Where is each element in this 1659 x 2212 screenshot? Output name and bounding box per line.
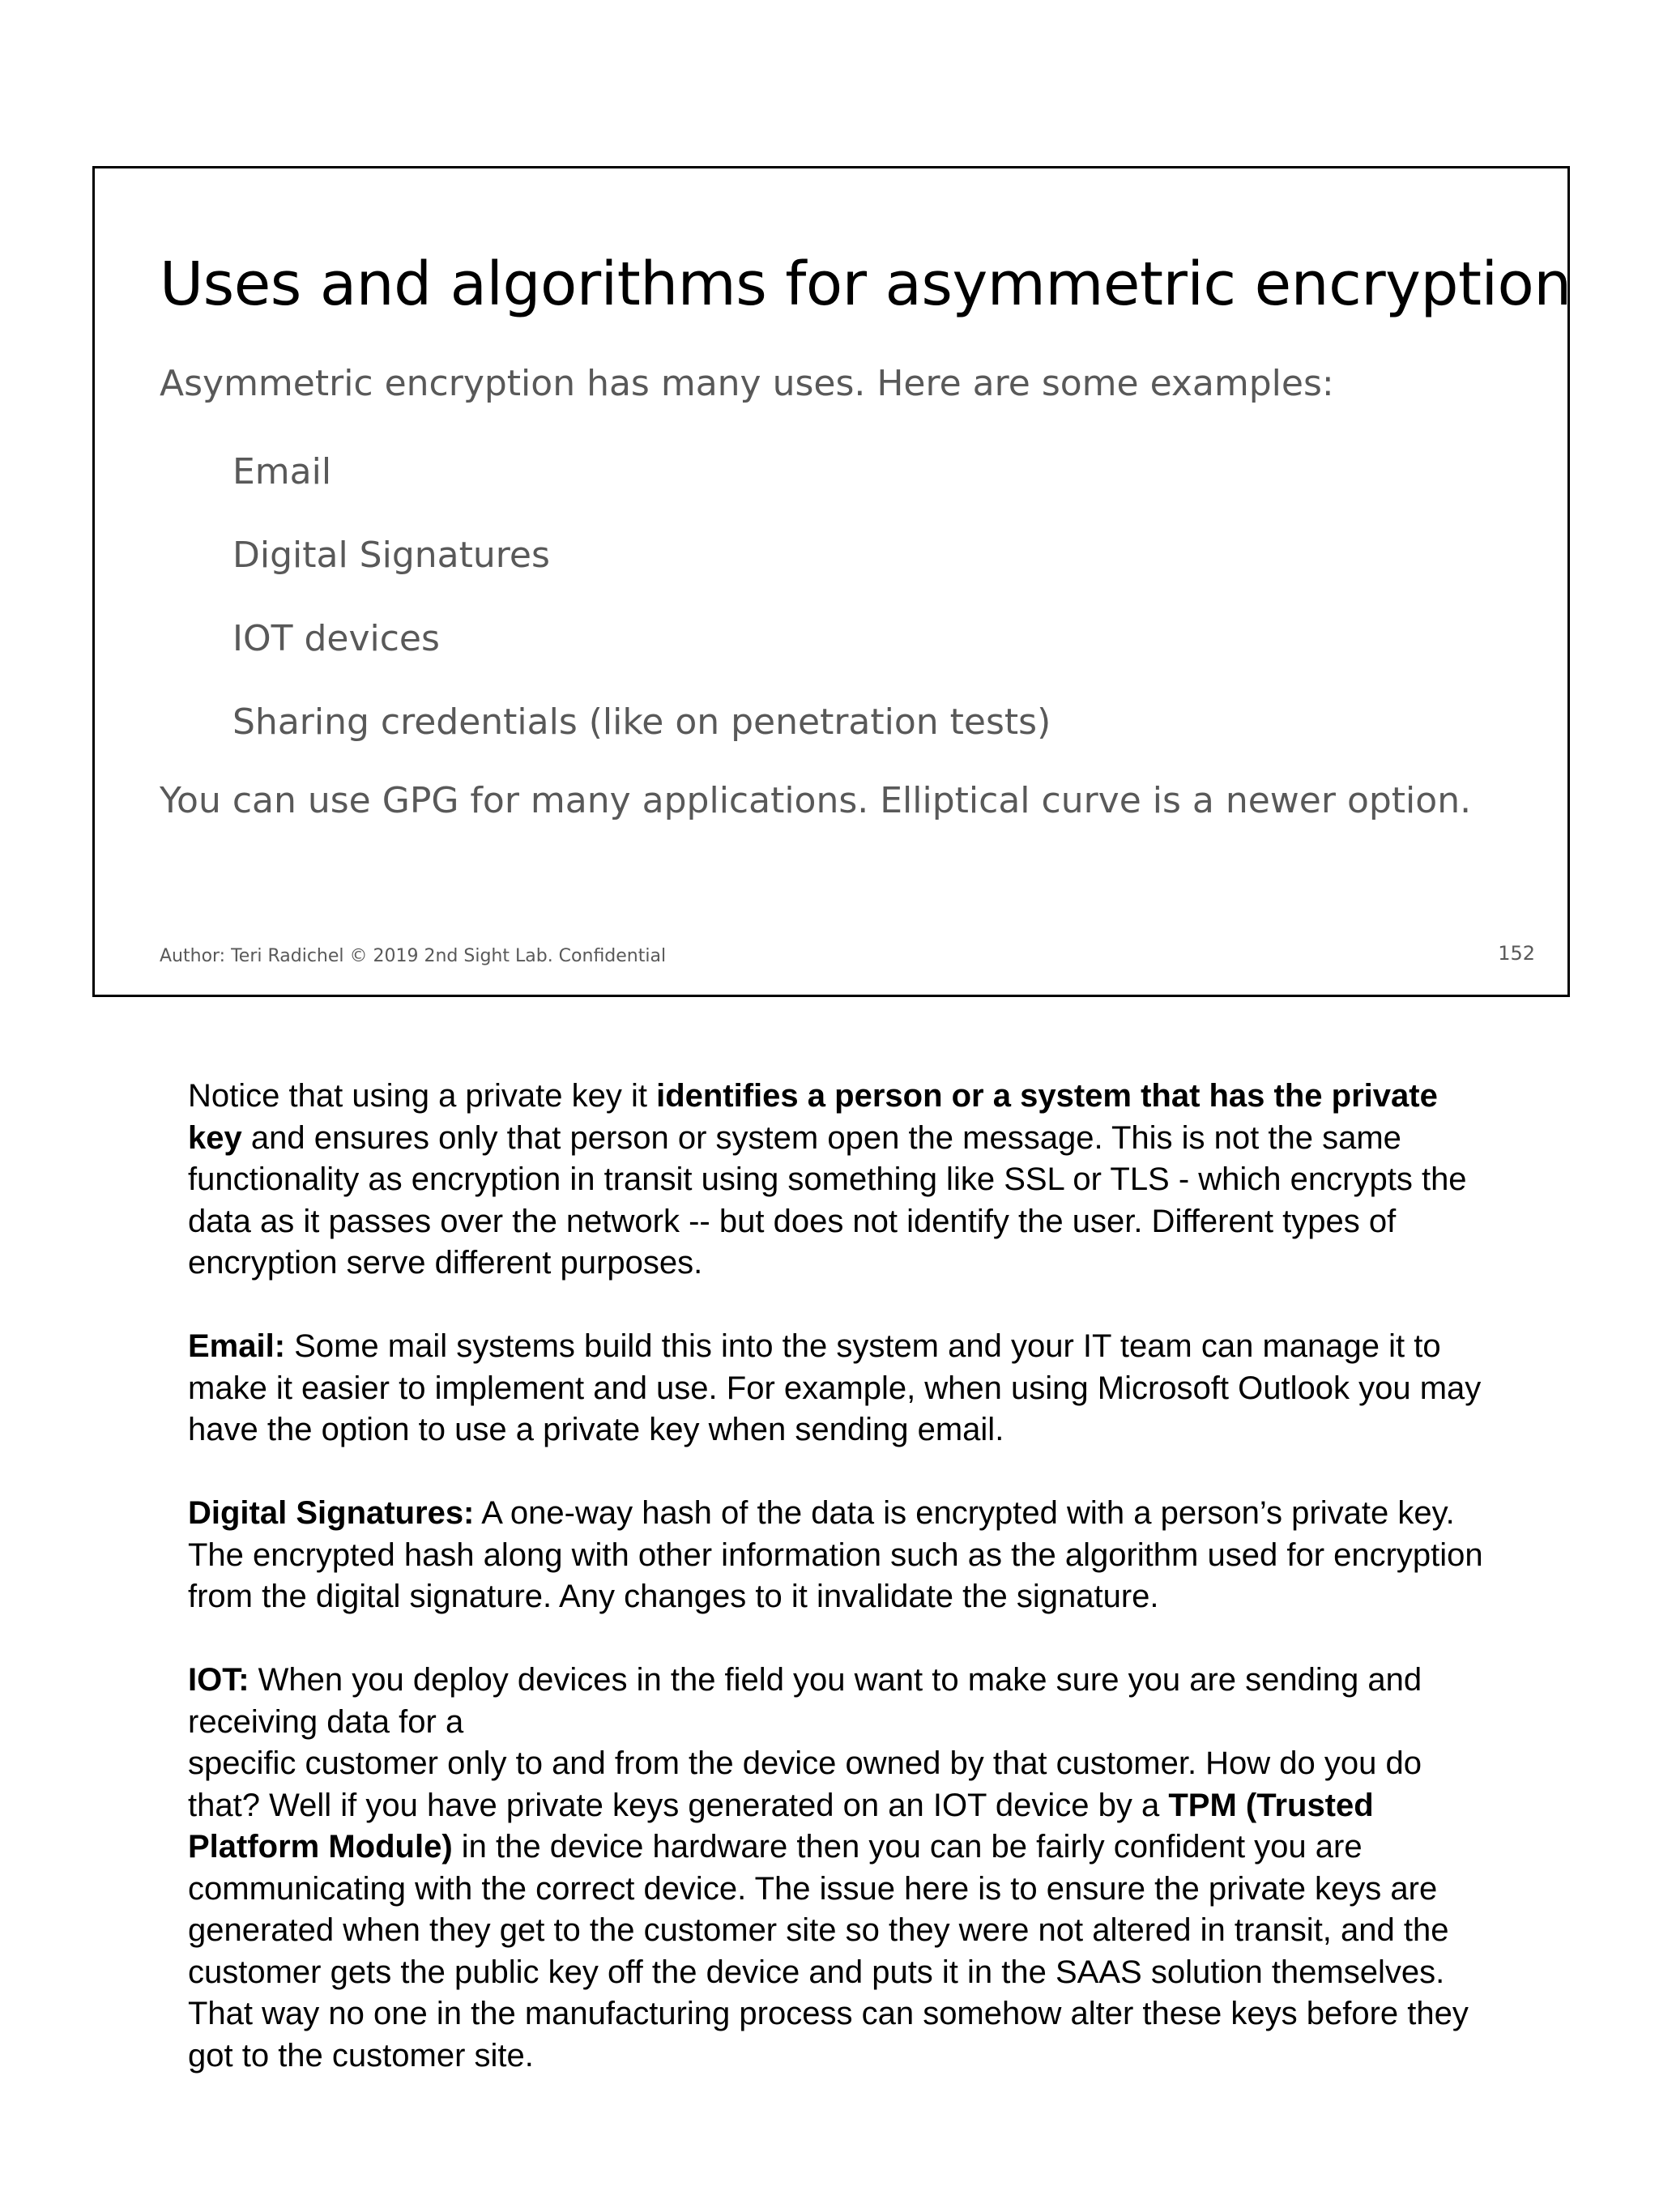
notes-label-email: Email:: [188, 1328, 286, 1364]
slide-intro-text: Asymmetric encryption has many uses. Here are some examples:: [160, 363, 1334, 404]
slide-use-list: [232, 448, 1051, 782]
notes-text: A one-way hash of the data is encrypted with a person’s private key. The encrypted hash along with other information such as the algorithm used for encryption from the digital signature. Any changes to it invalidate the signature.: [188, 1495, 1483, 1614]
notes-paragraph-email: [188, 1326, 1500, 1451]
slide-list-item: Digital Signatures: [232, 535, 550, 576]
slide-footer: Author: Teri Radichel © 2019 2nd Sight Lab. Confidential: [160, 946, 667, 966]
notes-paragraph-iot: [188, 1660, 1500, 2077]
slide-closing-text: You can use GPG for many applications. Elliptical curve is a newer option.: [160, 780, 1472, 821]
slide-list-item: Email: [232, 451, 332, 492]
slide-frame: [92, 166, 1570, 997]
notes-text: and ensures only that person or system open the message. This is not the same functionality as encryption in transit using something like SSL or TLS - which encrypts the data as it passes over the network -- but does not identify the user. Different types of encryption serve different purposes.: [188, 1119, 1467, 1281]
slide-list-item: Sharing credentials (like on penetration tests): [232, 701, 1051, 743]
notes-label-iot: IOT:: [188, 1662, 249, 1698]
notes-text: When you deploy devices in the field you want to make sure you are sending and receiving data for a: [188, 1662, 1422, 1740]
speaker-notes: [188, 1076, 1500, 2119]
notes-text: specific customer only to and from the device owned by that customer. How do you do that? Well if you have private keys generated on an IOT device by a: [188, 1745, 1422, 1823]
slide-page-number: 152: [1498, 942, 1535, 965]
notes-text: Some mail systems build this into the system and your IT team can manage it to make it easier to implement and use. For example, when using Microsoft Outlook you may have the option to use a private key when sending email.: [188, 1328, 1482, 1447]
notes-paragraph-signatures: [188, 1493, 1500, 1618]
notes-bold-text: identifies a person or a system that has the private key: [188, 1078, 1438, 1156]
notes-label-signatures: Digital Signatures:: [188, 1495, 475, 1531]
notes-text: in the device hardware then you can be fairly confident you are communicating with the correct device. The issue here is to ensure the private keys are generated when they get to the customer site so they were not altered in transit, and the customer gets the public key off the device and puts it in the SAAS solution themselves. That way no one in the manufacturing process can somehow alter these keys before they got to the customer site.: [188, 1829, 1469, 2073]
notes-paragraph-intro: [188, 1076, 1500, 1285]
slide-list-item: IOT devices: [232, 618, 440, 659]
notes-bold-text: TPM (Trusted Platform Module): [188, 1787, 1374, 1865]
slide-title: Uses and algorithms for asymmetric encryption: [160, 249, 1572, 319]
notes-text: Notice that using a private key it: [188, 1078, 657, 1114]
